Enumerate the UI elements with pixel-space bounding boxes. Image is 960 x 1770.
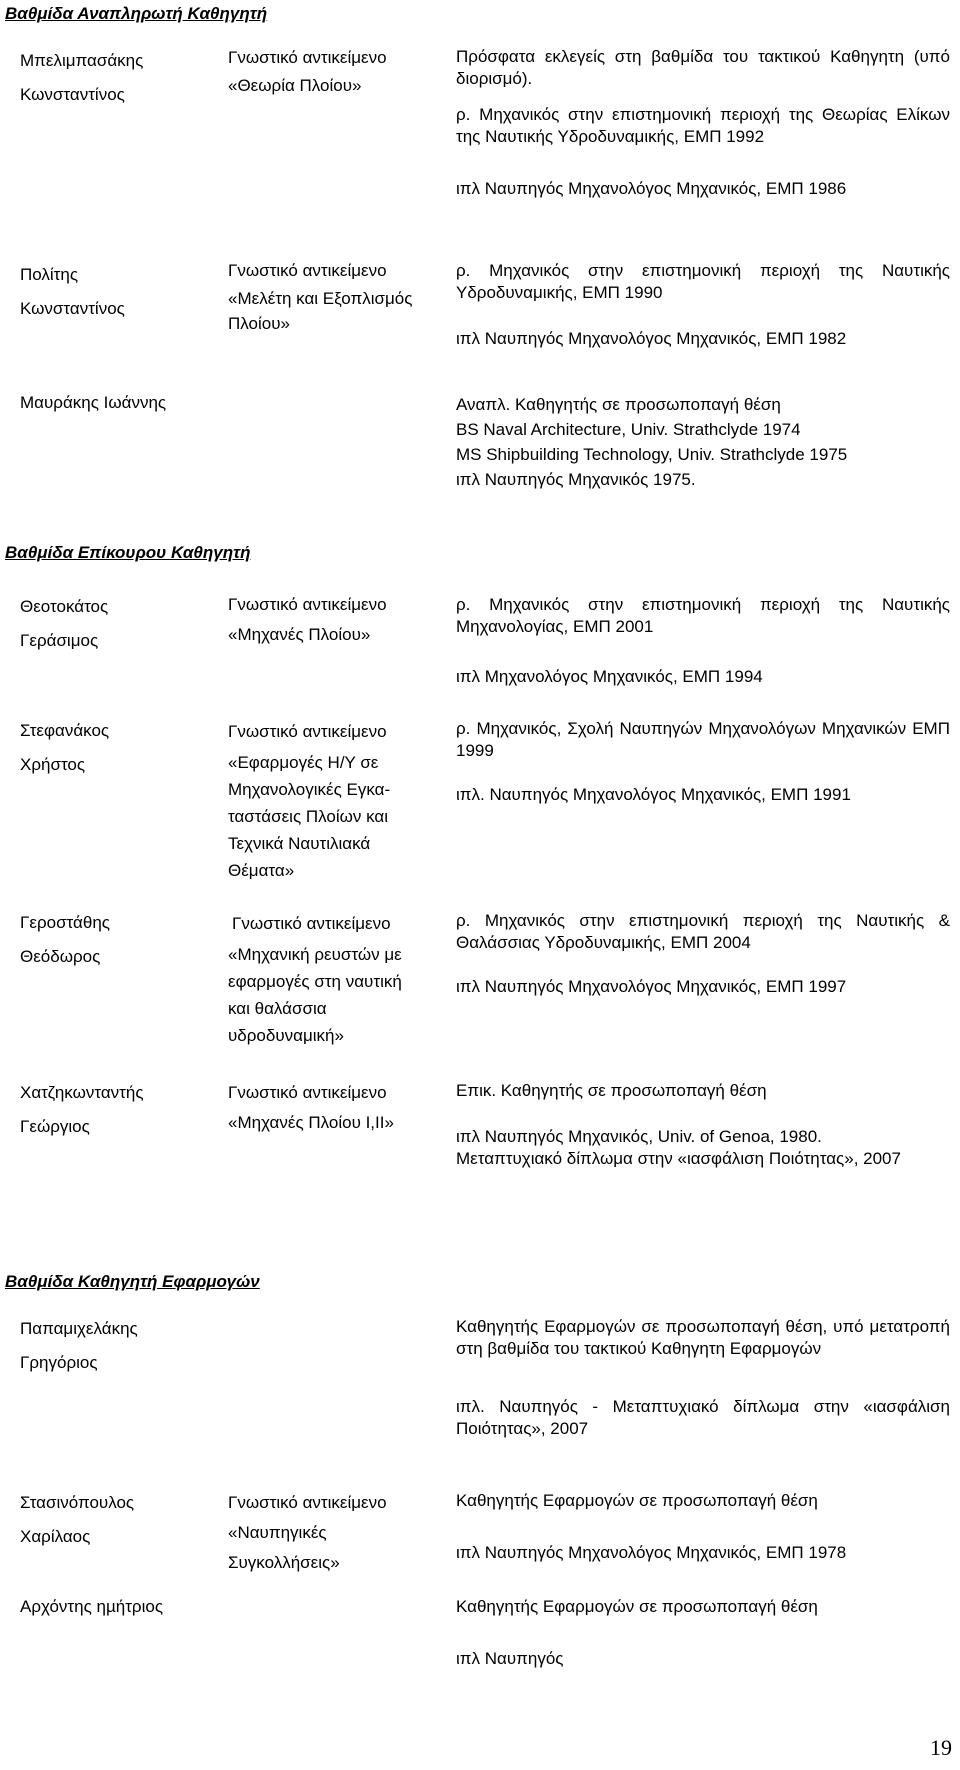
faculty-qualifications: Καθηγητής Εφαρμογών σε προσωποπαγή θέση ιπλ Ναυπηγός [456, 1597, 818, 1668]
faculty-subject: Γνωστικό αντικείμενο «Μηχανές Πλοίου Ι,ΙΙ» [228, 1083, 394, 1132]
faculty-qualifications: ρ. Μηχανικός στην επιστημονική περιοχή της Ναυτικής Μηχανολογίας, ΕΜΠ 2001 ιπλ Μηχανολόγος Μηχανικός, ΕΜΠ 1994 [456, 595, 950, 686]
section-heading-applications-professor: Βαθμίδα Καθηγητή Εφαρμογών [5, 1272, 260, 1291]
faculty-name: Θεοτοκάτος Γεράσιμος [20, 597, 109, 650]
faculty-qualifications: Πρόσφατα εκλεγείς στη βαθμίδα του τακτικού Καθηγητη (υπό διορισμό). ρ. Μηχανικός στην επιστημονική περιοχή της Θεωρίας Ελίκων της Ναυτικής Υδροδυναμικής, ΕΜΠ 1992 ιπλ Ναυπηγός Μηχανολόγος Μηχανικός, ΕΜΠ 1986 [456, 47, 950, 198]
page-number: 19 [930, 1735, 952, 1760]
section-heading-associate-professor: Βαθμίδα Αναπληρωτή Καθηγητή [5, 4, 268, 23]
faculty-qualifications: Επικ. Καθηγητής σε προσωποπαγή θέση ιπλ Ναυπηγός Μηχανικός, Univ. of Genoa, 1980. Μεταπτυχιακό δίπλωμα στην «ιασφάλιση Ποιότητας», 2007 [456, 1081, 901, 1168]
faculty-subject: Γνωστικό αντικείμενο «Εφαρμογές Η/Υ σε Μηχανολογικές Εγκα- ταστάσεις Πλοίων και Τεχνικά Ναυτιλιακά Θέματα» [228, 722, 391, 880]
faculty-name: Αρχόντης ηµήτριος [20, 1597, 164, 1616]
faculty-name: Πολίτης Κωνσταντίνος [20, 265, 125, 318]
faculty-qualifications: ρ. Μηχανικός, Σχολή Ναυπηγών Μηχανολόγων Μηχανικών ΕΜΠ 1999 ιπλ. Ναυπηγός Μηχανολόγος Μηχανικός, ΕΜΠ 1991 [456, 719, 950, 804]
section-heading-assistant-professor: Βαθμίδα Επίκουρου Καθηγητή [5, 543, 251, 562]
faculty-qualifications: ρ. Μηχανικός στην επιστημονική περιοχή της Ναυτικής Υδροδυναμικής, ΕΜΠ 1990 ιπλ Ναυπηγός Μηχανολόγος Μηχανικός, ΕΜΠ 1982 [456, 261, 950, 348]
faculty-subject: Γνωστικό αντικείμενο «Μελέτη και Εξοπλισμός Πλοίου» [228, 261, 413, 333]
faculty-name: Γεροστάθης Θεόδωρος [20, 913, 110, 966]
faculty-name: Χατζηκωνταντής Γεώργιος [20, 1083, 144, 1136]
faculty-qualifications: ρ. Μηχανικός στην επιστημονική περιοχή της Ναυτικής & Θαλάσσιας Υδροδυναμικής, ΕΜΠ 2004 ιπλ Ναυπηγός Μηχανολόγος Μηχανικός, ΕΜΠ 1997 [456, 911, 950, 996]
faculty-subject: Γνωστικό αντικείμενο «Θεωρία Πλοίου» [228, 48, 387, 95]
faculty-name: Μπελιμπασάκης Κωνσταντίνος [20, 51, 144, 104]
faculty-subject: Γνωστικό αντικείμενο «Μηχανές Πλοίου» [228, 595, 387, 644]
faculty-qualifications: Καθηγητής Εφαρμογών σε προσωποπαγή θέση ιπλ Ναυπηγός Μηχανολόγος Μηχανικός, ΕΜΠ 1978 [456, 1491, 847, 1562]
faculty-subject: Γνωστικό αντικείμενο «Μηχανική ρευστών με εφαρμογές στη ναυτική και θαλάσσια υδροδυναμική» [228, 914, 402, 1045]
faculty-subject: Γνωστικό αντικείμενο «Ναυπηγικές Συγκολλήσεις» [228, 1493, 387, 1572]
faculty-name: Παπαμιχελάκης Γρηγόριος [20, 1319, 138, 1372]
faculty-qualifications: Καθηγητής Εφαρμογών σε προσωποπαγή θέση, υπό μετατροπή στη βαθμίδα του τακτικού Καθηγητη Εφαρμογών ιπλ. Ναυπηγός - Μεταπτυχιακό δίπλωμα στην «ιασφάλιση Ποιότητας», 2007 [456, 1317, 950, 1438]
faculty-name: Στασινόπουλος Χαρίλαος [20, 1493, 135, 1546]
faculty-qualifications: Αναπλ. Καθηγητής σε προσωποπαγή θέση BS Naval Architecture, Univ. Strathclyde 1974 MS Shipbuilding Technology, Univ. Strathclyde 1975 ιπλ Ναυπηγός Μηχανικός 1975. [456, 395, 848, 489]
faculty-name: Μαυράκης Ιωάννης [20, 393, 167, 412]
faculty-name: Στεφανάκος Χρήστος [20, 721, 110, 774]
